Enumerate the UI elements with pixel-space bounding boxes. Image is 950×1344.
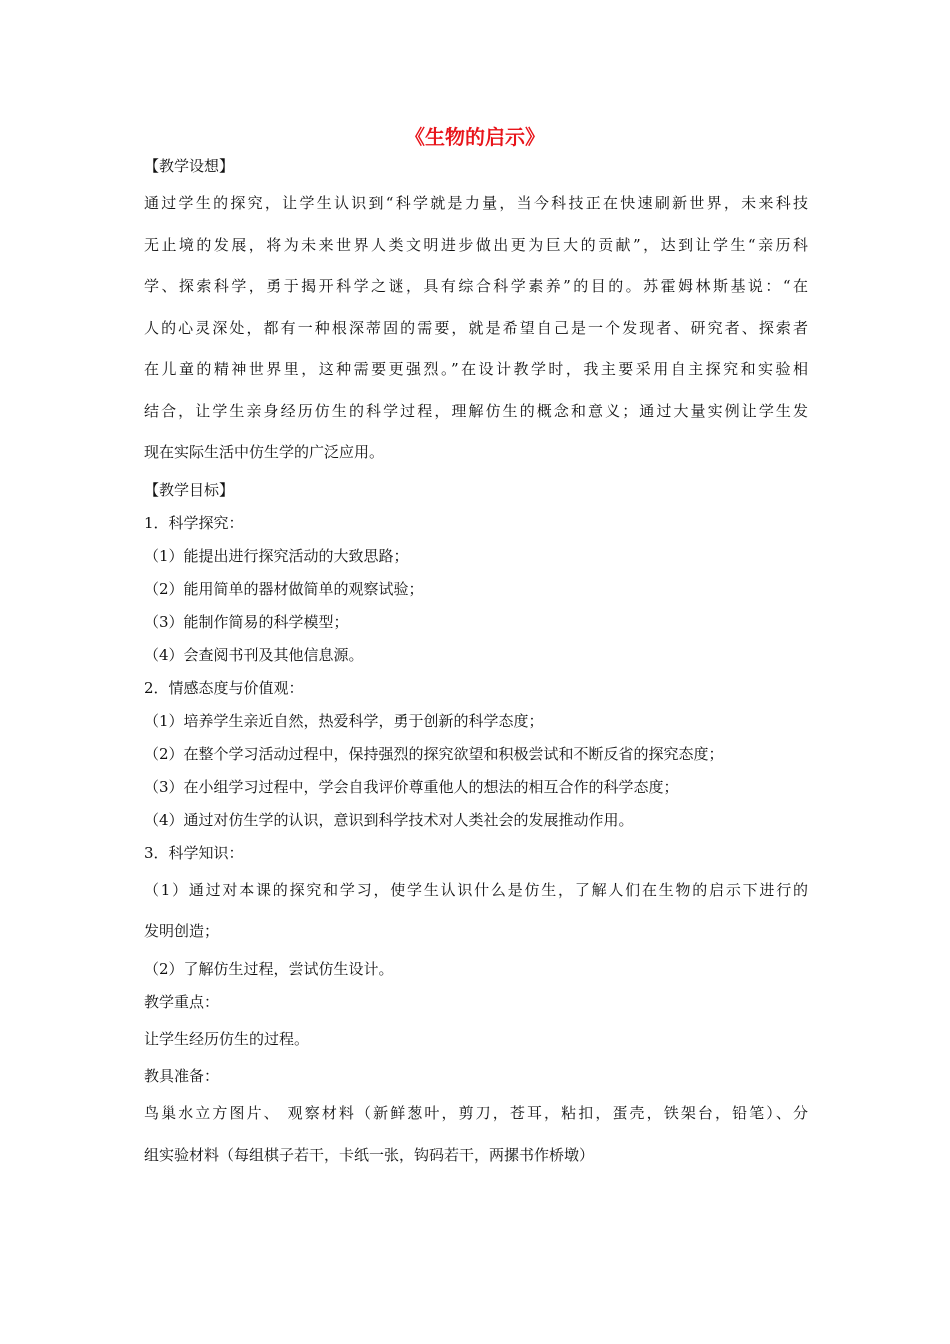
tools-line: 组实验材料（每组棋子若干，卡纸一张，钩码若干，两摞书作桥墩） (144, 1145, 595, 1164)
list-item: （4）会查阅书刊及其他信息源。 (144, 645, 364, 664)
key-point-text: 让学生经历仿生的过程。 (144, 1029, 310, 1048)
document-body (144, 150, 808, 1176)
list-item: （3）在小组学习过程中，学会自我评价尊重他人的想法的相互合作的科学态度； (144, 777, 679, 796)
design-paragraph (144, 183, 808, 474)
paragraph-line: 通过学生的探究，让学生认识到“科学就是力量，当今科技正在快速刷新世界，未来科技 (144, 194, 808, 212)
paragraph-line: 人的心灵深处，都有一种根深蒂固的需要，就是希望自己是一个发现者、研究者、探索者 (144, 318, 808, 337)
tools-heading: 教具准备： (144, 1067, 220, 1085)
list-item: （2）在整个学习活动过程中，保持强烈的探究欲望和积极尝试和不断反省的探究态度； (144, 744, 724, 763)
list-item: （1）通过对本课的探究和学习，使学生认识什么是仿生，了解人们在生物的启示下进行的 (144, 880, 808, 899)
list-item: （4）通过对仿生学的认识，意识到科学技术对人类社会的发展推动作用。 (144, 810, 634, 829)
list-item: （3）能制作简易的科学模型； (144, 612, 349, 631)
list-item: （1）培养学生亲近自然，热爱科学，勇于创新的科学态度； (144, 711, 544, 730)
paragraph-line: 学、探索科学，勇于揭开科学之谜，具有综合科学素养”的目的。苏霍姆林斯基说：“在 (144, 277, 808, 295)
paragraph-line: 在儿童的精神世界里，这种需要更强烈。”在设计教学时，我主要采用自主探究和实验相 (144, 360, 808, 378)
paragraph-line: 结合，让学生亲身经历仿生的科学过程，理解仿生的概念和意义；通过大量实例让学生发 (144, 401, 808, 420)
section-heading-design: 【教学设想】 (144, 157, 235, 175)
section-heading-goals: 【教学目标】 (144, 480, 235, 499)
goal-heading-knowledge: 3．科学知识： (144, 843, 244, 862)
paragraph-line: 现在实际生活中仿生学的广泛应用。 (144, 443, 385, 461)
goal-heading-attitude: 2．情感态度与价值观： (144, 678, 304, 697)
document-title: 《生物的启示》 (405, 125, 545, 149)
list-item: （2）能用简单的器材做简单的观察试验； (144, 579, 424, 598)
list-item: （2）了解仿生过程，尝试仿生设计。 (144, 959, 394, 978)
list-item: （1）能提出进行探究活动的大致思路； (144, 546, 409, 565)
key-point-heading: 教学重点： (144, 992, 220, 1011)
tools-line: 鸟巢水立方图片、 观察材料（新鲜葱叶，剪刀，苍耳，粘扣，蛋壳，铁架台，铅笔）、分 (144, 1104, 808, 1122)
paragraph-line: 无止境的发展，将为未来世界人类文明进步做出更为巨大的贡献”，达到让学生“亲历科 (144, 235, 808, 254)
list-item-continuation: 发明创造； (144, 922, 220, 940)
goal-heading-inquiry: 1．科学探究： (144, 513, 244, 532)
